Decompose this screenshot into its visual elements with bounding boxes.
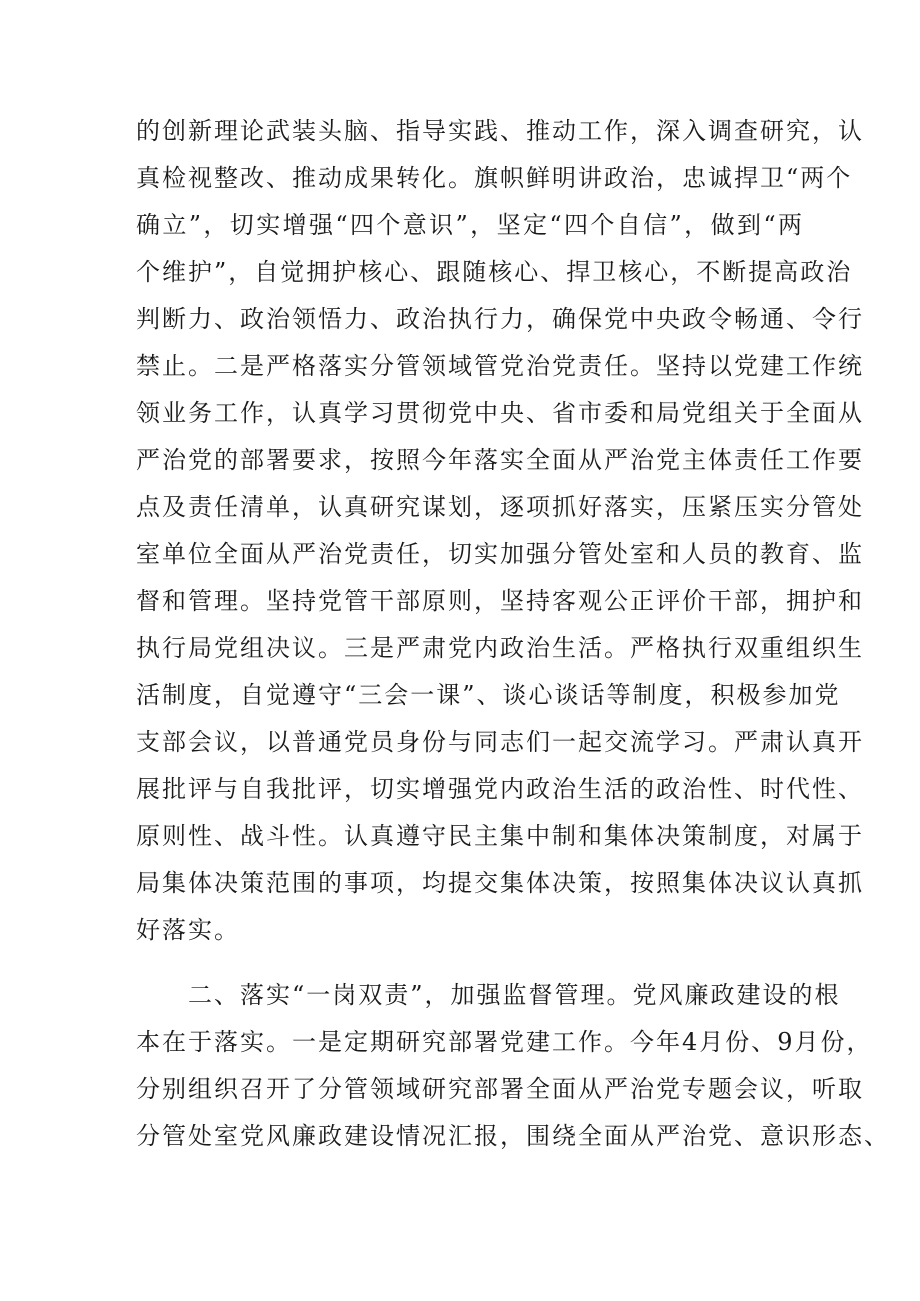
paragraph-1-line-14: 支部会议，以普通党员身份与同志们一起交流学习。严肃认真开 bbox=[136, 728, 864, 756]
paragraph-2-line-3: 分别组织召开了分管领域研究部署全面从严治党专题会议，听取 bbox=[136, 1075, 864, 1103]
paragraph-2-line-4: 分管处室党风廉政建设情况汇报，围绕全面从严治党、意识形态、 bbox=[136, 1122, 890, 1150]
paragraph-1-line-7: 领业务工作，认真学习贯彻党中央、省市委和局党组关于全面从 bbox=[136, 399, 864, 427]
paragraph-1-line-6: 禁止。二是严格落实分管领域管党治党责任。坚持以党建工作统 bbox=[136, 352, 864, 380]
paragraph-1-line-4: 个维护”，自觉拥护核心、跟随核心、捍卫核心，不断提高政治 bbox=[136, 258, 853, 286]
paragraph-1-line-3: 确立”，切实增强“四个意识”，坚定“四个自信”，做到“两 bbox=[136, 211, 804, 239]
paragraph-1-line-8: 严治党的部署要求，按照今年落实全面从严治党主体责任工作要 bbox=[136, 446, 864, 474]
paragraph-2-line-2: 本在于落实。一是定期研究部署党建工作。今年4月份、9月份， bbox=[136, 1028, 873, 1056]
paragraph-2-line-1: 二、落实“一岗双责”，加强监督管理。党风廉政建设的根 bbox=[188, 981, 841, 1009]
paragraph-1-line-12: 执行局党组决议。三是严肃党内政治生活。严格执行双重组织生 bbox=[136, 634, 864, 662]
paragraph-1-line-15: 展批评与自我批评，切实增强党内政治生活的政治性、时代性、 bbox=[136, 775, 864, 803]
paragraph-1-line-16: 原则性、战斗性。认真遵守民主集中制和集体决策制度，对属于 bbox=[136, 822, 864, 850]
paragraph-1-line-18: 好落实。 bbox=[136, 916, 240, 944]
paragraph-1-line-17: 局集体决策范围的事项，均提交集体决策，按照集体决议认真抓 bbox=[136, 869, 864, 897]
paragraph-1-line-1: 的创新理论武装头脑、指导实践、推动工作，深入调查研究，认 bbox=[136, 117, 864, 145]
paragraph-1-line-11: 督和管理。坚持党管干部原则，坚持客观公正评价干部，拥护和 bbox=[136, 587, 864, 615]
paragraph-1-line-10: 室单位全面从严治党责任，切实加强分管处室和人员的教育、监 bbox=[136, 540, 864, 568]
paragraph-1-line-2: 真检视整改、推动成果转化。旗帜鲜明讲政治，忠诚捍卫“两个 bbox=[136, 164, 853, 192]
paragraph-1-line-5: 判断力、政治领悟力、政治执行力，确保党中央政令畅通、令行 bbox=[136, 305, 864, 333]
paragraph-1-line-9: 点及责任清单，认真研究谋划，逐项抓好落实，压紧压实分管处 bbox=[136, 493, 864, 521]
paragraph-1-line-13: 活制度，自觉遵守“三会一课”、谈心谈话等制度，积极参加党 bbox=[136, 681, 841, 709]
